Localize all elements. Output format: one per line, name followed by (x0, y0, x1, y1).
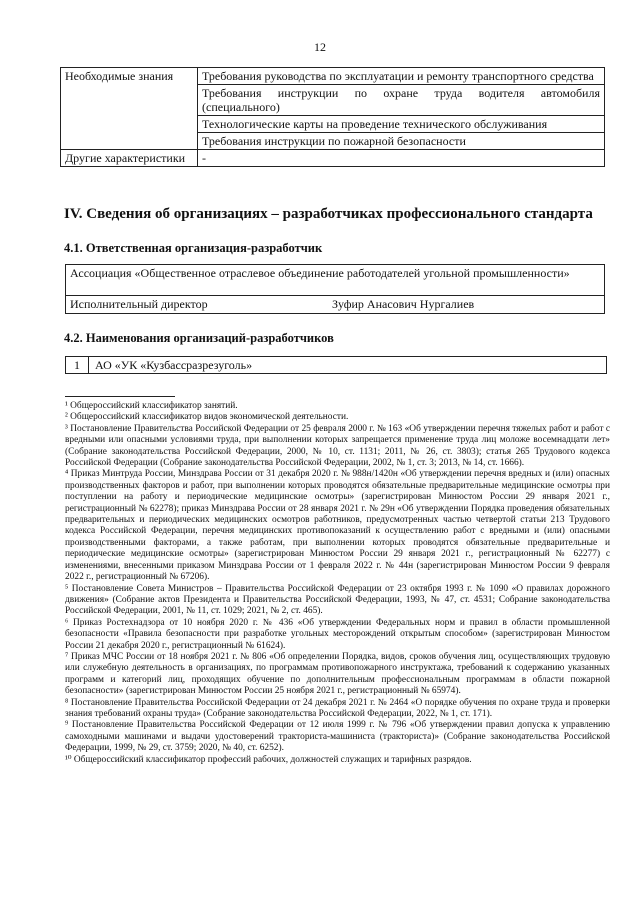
footnote: ⁵ Постановление Совета Министров – Правительства Российской Федерации от 23 октября 1993 г. № 1090 «О правилах дорожного движения» (Собрание актов Президента и Правительства Российской Федерации, 1993, № 47, ст. 4531; Собрание законодательства Российской Федерации, 2001, № 11, ст. 1029; 2021, № 2, ст. 465). (65, 583, 610, 617)
director-title: Исполнительный директор (70, 297, 208, 311)
subsection-title-responsible-org: 4.1. Ответственная организация-разработчик (64, 241, 323, 255)
director-name: Зуфир Анасович Нургалиев (332, 297, 475, 311)
section-title: IV. Сведения об организациях – разработчиках профессионального стандарта (64, 206, 593, 222)
footnote: ⁶ Приказ Ростехнадзора от 10 ноября 2020 г. № 436 «Об утверждении Федеральных норм и правил в области промышленной безопасности «Правила безопасности при разработке угольных месторождений открытым способом» (зарегистрирован Минюстом России 21 декабря 2020 г., регистрационный № 61624). (65, 617, 610, 651)
developer-number: 1 (66, 357, 89, 373)
requirements-table (60, 67, 605, 167)
footnote: ¹⁰ Общероссийский классификатор профессий рабочих, должностей служащих и тарифных разрядов. (65, 754, 472, 765)
row-label-other: Другие характеристики (61, 150, 198, 167)
footnote: ² Общероссийский классификатор видов экономической деятельности. (65, 412, 349, 423)
footnote: ⁹ Постановление Правительства Российской Федерации от 12 июля 1999 г. № 796 «Об утверждении правил допуска к управлению самоходными машинами и выдачи удостоверений тракториста-машиниста (тракториста)» (Собрание законодательства Российской Федерации, 1999, № 29, ст. 3759; 2020, № 40, ст. 6252). (65, 720, 610, 754)
table-cell: Требования руководства по эксплуатации и ремонту транспортного средства (198, 68, 605, 85)
row-label-knowledge: Необходимые знания (61, 68, 198, 150)
table-row (61, 68, 605, 85)
footnote: ⁷ Приказ МЧС России от 18 ноября 2021 г. № 806 «Об определении Порядка, видов, сроков обучения лиц, осуществляющих трудовую или служебную деятельность в организациях, по программам противопожарного инструктажа, требований к содержанию указанных программ и категорий лиц, проходящих обучение по дополнительным профессиональным программам в области пожарной безопасности» (зарегистрирован Минюстом России 25 ноября 2021 г., регистрационный № 65974). (65, 651, 610, 697)
developer-row (65, 356, 607, 374)
footnote: ⁴ Приказ Минтруда России, Минздрава России от 31 декабря 2020 г. № 988н/1420н «Об утверждении перечня вредных и (или) опасных производственных факторов и работ, при выполнении которых проводятся обязательные предварительные медицинские осмотры при поступлении на работу и периодические медицинские осмотры» (зарегистрирован Минюстом России 29 января 2021 г., регистрационный № 62278); приказ Минздрава России от 28 января 2021 г. № 29н «Об утверждении Порядка проведения обязательных предварительных и периодических медицинских осмотров работников, предусмотренных частью четвертой статьи 213 Трудового кодекса Российской Федерации, перечня медицинских противопоказаний к осуществлению работ с вредными и (или) опасными производственными факторами, а также работам, при выполнении которых проводятся обязательные предварительные и периодические медицинские осмотры» (зарегистрирован Минюстом России 29 января 2021 г., регистрационный № 62277) с изменениями, внесенными приказом Минздрава России от 1 февраля 2022 г. № 44н (зарегистрирован Минюстом России 9 февраля 2022 г., регистрационный № 67206). (65, 469, 610, 583)
director-row (65, 295, 605, 314)
subsection-title-developers: 4.2. Наименования организаций-разработчиков (64, 331, 334, 345)
table-cell: Требования инструкции по охране труда водителя автомобиля (специального) (198, 85, 605, 116)
responsible-org-box (65, 264, 605, 314)
footnote: ³ Постановление Правительства Российской Федерации от 25 февраля 2000 г. № 163 «Об утверждении перечня тяжелых работ и работ с вредными или опасными условиями труда, при выполнении которых запрещается применение труда лиц моложе восемнадцати лет» (Собрание законодательства Российской Федерации, 2000, № 10, ст. 1131; 2011, № 26, ст. 3803); статья 265 Трудового кодекса Российской Федерации (Собрание законодательства Российской Федерации, 2002, № 1, ст. 3; 2013, № 14, ст. 1666). (65, 423, 610, 469)
footnote: ¹ Общероссийский классификатор занятий. (65, 401, 238, 411)
table-row (61, 150, 605, 167)
developer-name: АО «УК «Кузбассразрезуголь» (95, 358, 253, 372)
footnotes (65, 401, 610, 766)
table-cell: - (198, 150, 605, 167)
footnote-divider (65, 396, 175, 397)
org-name: Ассоциация «Общественное отраслевое объединение работодателей угольной промышленности» (65, 264, 605, 295)
page-number: 12 (314, 40, 326, 54)
footnote: ⁸ Постановление Правительства Российской Федерации от 24 декабря 2021 г. № 2464 «О порядке обучения по охране труда и проверки знания требований охраны труда» (Собрание законодательства Российской Федерации, 2022, № 1, ст. 171). (65, 697, 610, 719)
table-cell: Технологические карты на проведение технического обслуживания (198, 116, 605, 133)
table-cell: Требования инструкции по пожарной безопасности (198, 133, 605, 150)
